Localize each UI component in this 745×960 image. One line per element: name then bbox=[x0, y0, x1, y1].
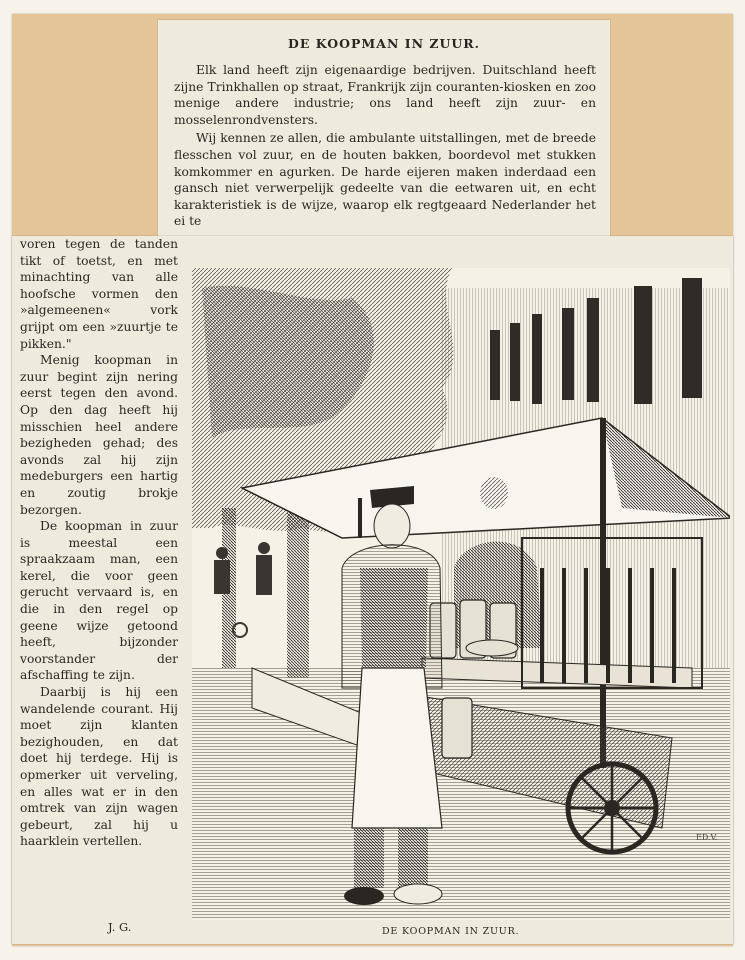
left-text-column bbox=[20, 236, 178, 850]
top-paragraph: Elk land heeft zijn eigenaardige bedrijven. Duitschland heeft zijne Trinkhallen op straat, Frankrijk zijn couranten-kiosken en zoo menige andere industrie; ons land heeft zijn zuur- en mosselenrondvensters. bbox=[174, 63, 596, 127]
engraver-mark: ED.V. bbox=[696, 833, 718, 842]
column-paragraph: voren tegen de tanden tikt of toetst, en met minachting van alle hoofsche vormen den »algemeenen« vork grijpt om een »zuurtje te pikken." bbox=[20, 237, 178, 351]
column-paragraph: Daarbij is hij een wandelende courant. Hij moet zijn klanten bezighouden, en dat doet hij terdege. Hij is opmerker uit verveling, en alles wat er in den omtrek van zijn wagen gebeurt, zal hij u haarklein vertellen. bbox=[20, 685, 178, 849]
author-signature: J. G. bbox=[108, 920, 132, 934]
column-paragraph: De koopman in zuur is meestal een spraakzaam man, een kerel, die voor geen gerucht vervaard is, en die in den regel op geene wijze getoond heeft, bijzonder voorstander der afschaffing te zijn. bbox=[20, 519, 178, 683]
column-paragraph: Menig koopman in zuur begint zijn nering eerst tegen den avond. Op den dag heeft hij misschien heel andere bezigheden gehad; des avonds zal hij zijn medeburgers een hartig en zoutig brokje bezorgen. bbox=[20, 353, 178, 517]
top-paragraph: Wij kennen ze allen, die ambulante uitstallingen, met de breede flesschen vol zuur, en de houten bakken, boordevol met stukken komkommer en agurken. De harde eijeren maken inderdaad een gansch niet verwerpelijk gedeelte van die eetwaren uit, en echt karakteristiek is de wijze, waarop elk regtgeaard Nederlander het ei te bbox=[174, 131, 596, 229]
top-clipping bbox=[158, 20, 610, 238]
engraving-illustration bbox=[192, 268, 730, 920]
article-title: DE KOOPMAN IN ZUUR. bbox=[287, 36, 481, 51]
main-clipping bbox=[12, 236, 733, 944]
illustration-caption: DE KOOPMAN IN ZUUR. bbox=[382, 926, 520, 937]
top-text bbox=[174, 62, 596, 230]
